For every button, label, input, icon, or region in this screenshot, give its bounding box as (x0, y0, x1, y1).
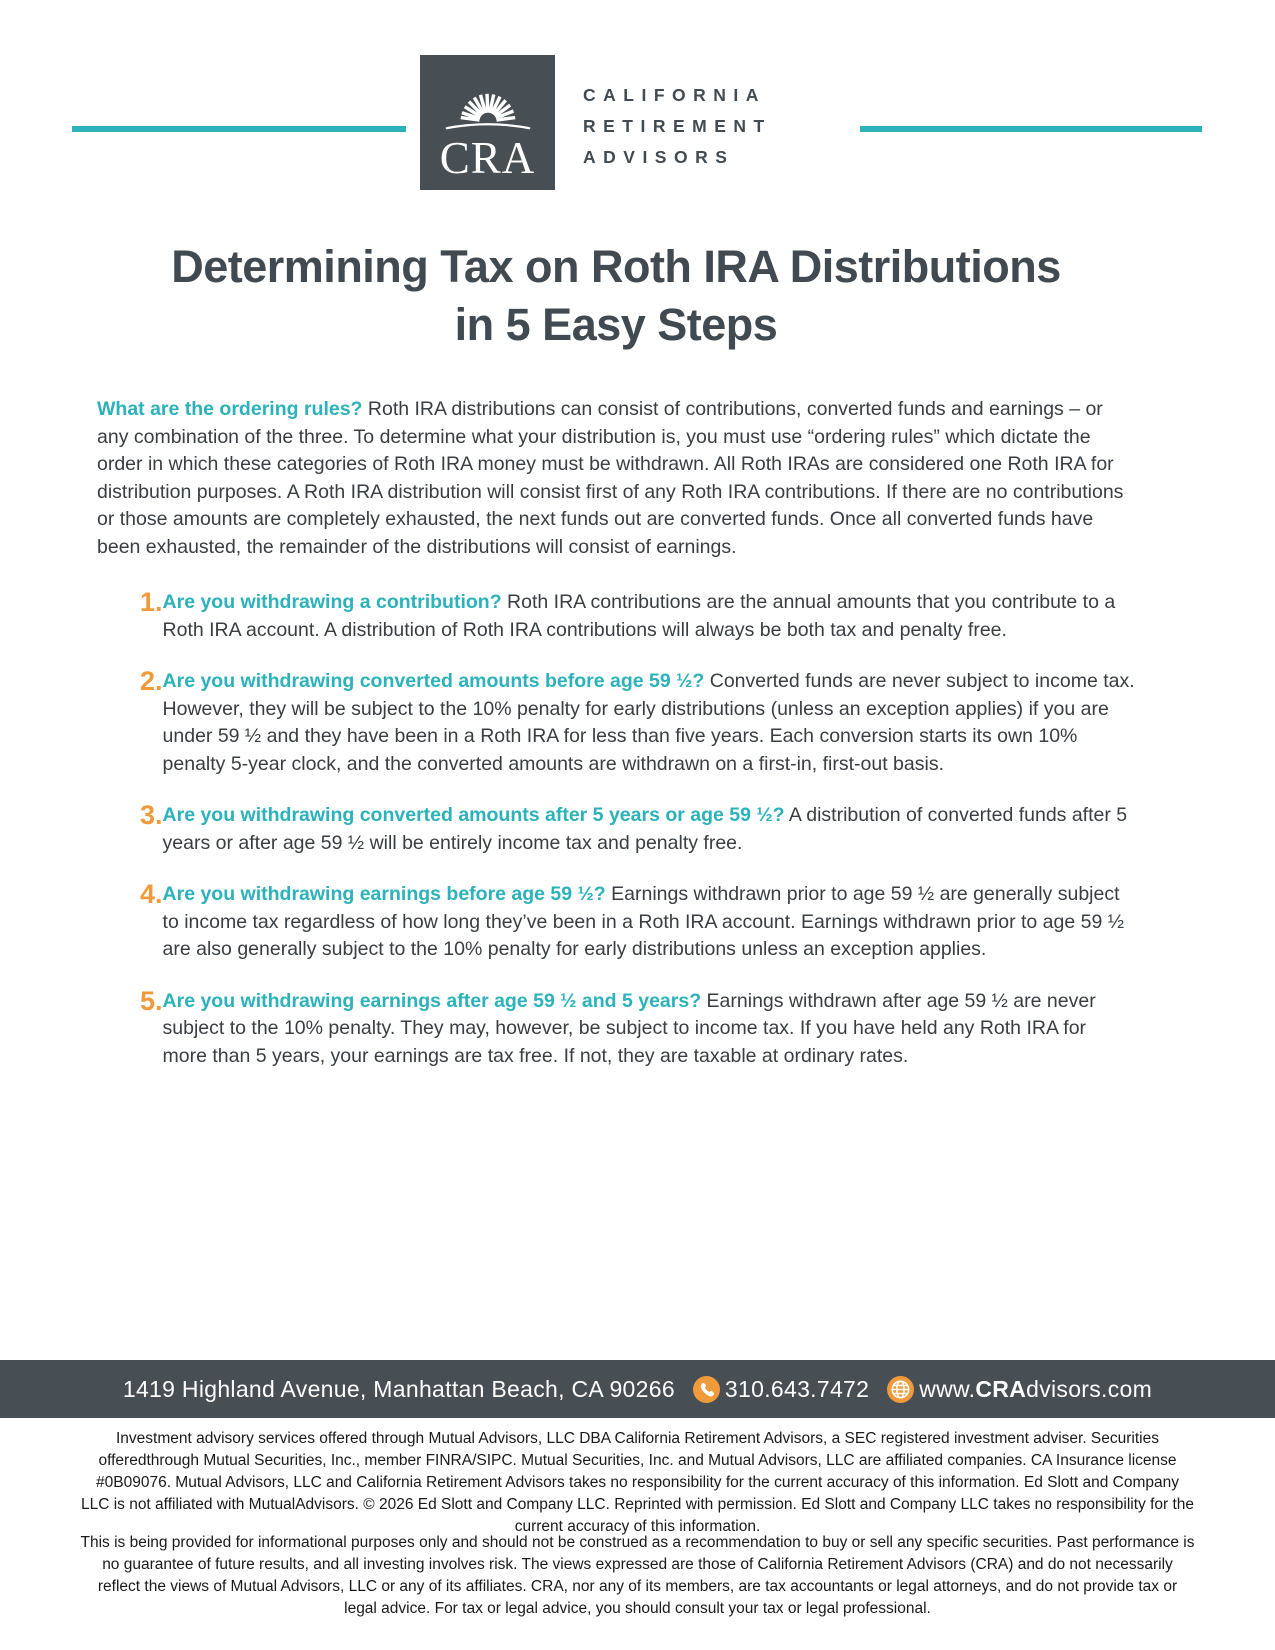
company-name-line: ADVISORS (583, 147, 735, 167)
step-question: Are you withdrawing converted amounts before age 59 ½? (162, 670, 705, 692)
footer-contact-bar (0, 1360, 1275, 1418)
page-title-line2: in 5 Easy Steps (454, 299, 778, 350)
address-text: 1419 Highland Avenue, Manhattan Beach, CA 90266 (122, 1375, 675, 1402)
disclaimer-paragraph-1: Investment advisory services offered through Mutual Advisors, LLC DBA California Retirement Advisors, a SEC registered investment adviser. Securities offeredthrough Mutual Securities, Inc., member FINRA/SIPC. Mutual Securities, Inc. and Mutual Advisors, LLC are affiliated companies. CA Insurance license #0B09076. Mutual Advisors, LLC and California Retirement Advisors takes no responsibility for the current accuracy of this information. Ed Slott and Company LLC is not affiliated with MutualAdvisors. © 2026 Ed Slott and Company LLC. Reprinted with permission. Ed Slott and Company LLC takes no responsibility for the current accuracy of this information. (80, 1430, 1195, 1535)
step-answer: A distribution of converted funds after 5 years or after age 59 ½ will be entirely income tax and penalty free. (162, 804, 1128, 854)
intro-body-text: Roth IRA distributions can consist of contributions, converted funds and earnings – or any combination of the three. To determine what your distribution is, you must use “ordering rules” which dictate the order in which these categories of Roth IRA money must be withdrawn. All Roth IRAs are considered one Roth IRA for distribution purposes. A Roth IRA distribution will consist first of any Roth IRA contributions. If there are no contributions or those amounts are completely exhausted, the next funds out are converted funds. Once all converted funds have been exhausted, the remainder of the distributions will consist of earnings. (97, 398, 1124, 558)
globe-icon (887, 1376, 914, 1403)
phone-group (693, 1376, 869, 1403)
step-number: 3. (140, 800, 163, 830)
website-prefix: www. (919, 1375, 976, 1402)
page-title-line1: Determining Tax on Roth IRA Distributions (171, 241, 1061, 292)
steps-list (97, 589, 1135, 1070)
list-item-step-5 (97, 985, 1135, 1071)
step-number: 5. (140, 985, 163, 1016)
page-title (97, 238, 1135, 354)
step-text (163, 802, 1135, 857)
step-text (163, 988, 1135, 1071)
list-item-step-3 (97, 802, 1135, 857)
step-number: 4. (140, 879, 163, 909)
teal-rule-left (72, 126, 406, 132)
company-name-line: CALIFORNIA (583, 85, 766, 105)
step-answer: Converted funds are never subject to income tax. However, they will be subject to the 10% penalty for early distributions (unless an exception applies) if you are under 59 ½ and they have been in a Roth IRA for less than five years. Each conversion starts its own 10% penalty 5-year clock, and the converted amounts are withdrawn on a first-in, first-out basis. (162, 670, 1135, 775)
website-group (887, 1376, 1152, 1403)
step-number: 2. (140, 666, 163, 696)
intro-paragraph (97, 396, 1135, 561)
step-number: 1. (140, 587, 163, 617)
phone-icon (693, 1376, 720, 1403)
list-item-step-1 (97, 589, 1135, 644)
list-item-step-4 (97, 881, 1135, 964)
step-question: Are you withdrawing earnings after age 59 ½ and 5 years? (162, 989, 702, 1012)
website-url (919, 1376, 1152, 1403)
step-answer: Earnings withdrawn prior to age 59 ½ are generally subject to income tax regardless of how long they’ve been in a Roth IRA account. Earnings withdrawn prior to age 59 ½ are also generally subject to the 10% penalty for early distributions unless an exception applies. (162, 883, 1125, 960)
phone-number: 310.643.7472 (724, 1375, 870, 1402)
step-text (163, 589, 1135, 644)
list-item-step-2 (97, 668, 1135, 778)
main-content (97, 238, 1135, 1094)
step-text (163, 668, 1135, 778)
website-suffix: dvisors.com (1026, 1375, 1153, 1402)
intro-lead-question: What are the ordering rules? (97, 398, 363, 420)
cra-logo (420, 55, 555, 190)
logo-acronym: CRA (439, 132, 536, 183)
teal-rule-right (860, 126, 1202, 132)
step-question: Are you withdrawing a contribution? (162, 591, 502, 613)
sunrise-icon (436, 75, 540, 140)
step-question: Are you withdrawing converted amounts after 5 years or age 59 ½? (162, 804, 785, 826)
step-answer: Roth IRA contributions are the annual amounts that you contribute to a Roth IRA account. A distribution of Roth IRA contributions will always be both tax and penalty free. (162, 591, 1116, 641)
company-name (583, 80, 772, 173)
website-bold-part: CRA (975, 1375, 1027, 1402)
company-name-line: RETIREMENT (583, 116, 772, 136)
step-text (163, 881, 1135, 964)
step-question: Are you withdrawing earnings before age 59 ½? (162, 883, 606, 905)
disclaimer-paragraph-2: This is being provided for informational purposes only and should not be construed as a recommendation to buy or sell any specific securities. Past performance is no guarantee of future results, and all investing involves risk. The views expressed are those of California Retirement Advisors (CRA) and do not necessarily reflect the views of Mutual Advisors, LLC or any of its affiliates. CRA, nor any of its members, are tax accountants or legal attorneys, and do not provide tax or legal advice. For tax or legal advice, you should consult your tax or legal professional. (80, 1534, 1195, 1617)
step-answer: Earnings withdrawn after age 59 ½ are never subject to the 10% penalty. They may, however, be subject to income tax. If you have held any Roth IRA for more than 5 years, your earnings are tax free. If not, they are taxable at ordinary rates. (162, 989, 1096, 1067)
